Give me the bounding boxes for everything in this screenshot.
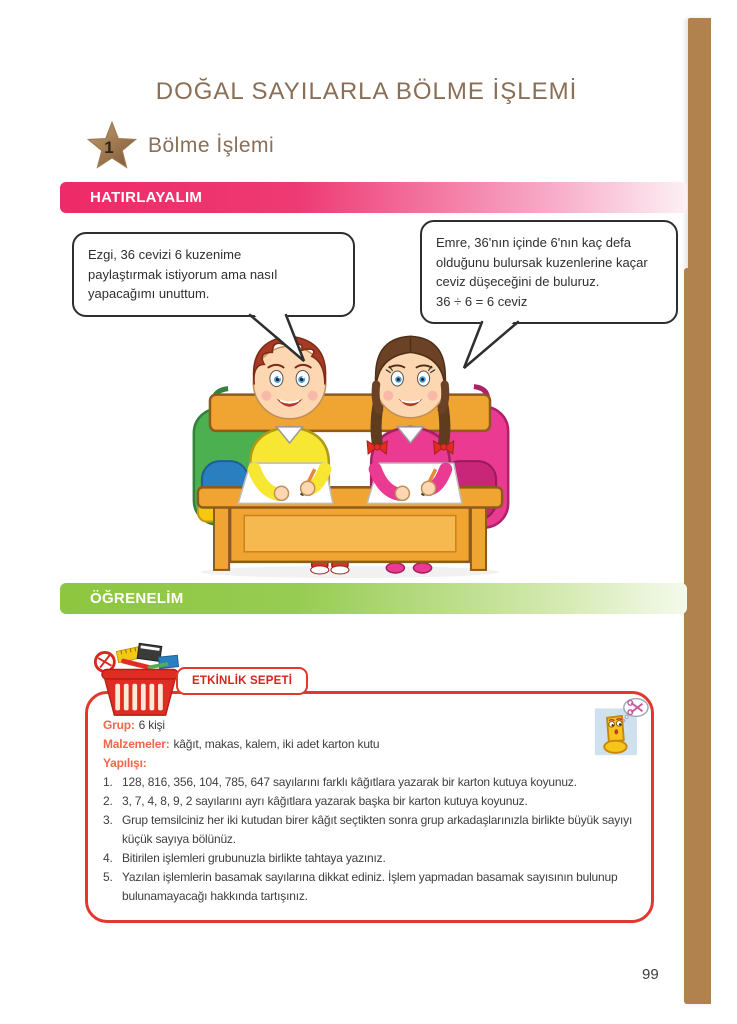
steps-label: Yapılışı: [103,756,147,770]
step-text: Yazılan işlemlerin basamak sayılarına dikkat ediniz. İşlem yapmadan basamak sayısının bulunup bulunamayacağı hakkında tartışınız. [122,870,618,903]
banner-ogrenelim [60,583,687,614]
step-number: 5. [103,870,113,884]
star-icon [86,120,138,172]
activity-step [103,868,643,906]
speech-line: olduğunu bulursak kuzenlerine kaçar [436,254,648,270]
step-text: Bitirilen işlemleri grubunuzla birlikte tahtaya yazınız. [122,851,386,865]
activity-materials [103,735,643,754]
speech-tail-left [242,311,312,365]
page-number: 99 [642,966,659,983]
activity-group [103,716,643,735]
step-number: 4. [103,851,113,865]
step-number: 1. [103,775,113,789]
activity-box [85,691,654,923]
banner-ogrenelim-label: ÖĞRENELİM [90,590,184,607]
step-text: 3, 7, 4, 8, 9, 2 sayılarını ayrı kâğıtlara yazarak başka bir karton kutuya koyunuz. [122,794,528,808]
activity-step [103,792,643,811]
activity-label-text: ETKİNLİK SEPETİ [192,675,293,687]
speech-line: ceviz düşeceğini de buluruz. [436,274,600,289]
page-title: DOĞAL SAYILARLA BÖLME İŞLEMİ [155,78,578,105]
activity-steps-heading [103,754,643,773]
banner-hatirlayalim-label: HATIRLAYALIM [90,189,203,206]
activity-step [103,849,643,868]
speech-bubble-right [420,220,678,324]
activity-label [176,667,308,695]
activity-steps [103,773,643,906]
speech-tail-right [456,318,526,372]
speech-equation: 36 ÷ 6 = 6 ceviz [436,293,528,309]
activity-step [103,773,643,792]
section-title: Bölme İşlemi [148,134,275,157]
speech-line: Ezgi, 36 cevizi 6 kuzenime [88,247,242,262]
step-text: Grup temsilciniz her iki kutudan birer kâğıt seçtikten sonra grup arkadaşlarınızla birlikte büyük sayıyı küçük sayıya bölünüz. [122,813,633,846]
step-number: 2. [103,794,113,808]
girl-head [375,336,446,418]
speech-line: yapacağımı unuttum. [88,286,210,301]
section-number: 1 [104,138,114,157]
group-value: 6 kişi [138,718,165,732]
materials-label: Malzemeler: [103,737,170,751]
section-heading [86,120,274,172]
page-edge-bar-tab [684,268,711,1004]
glue-scissors-icon [593,697,649,761]
step-number: 3. [103,813,113,827]
basket-icon [92,641,188,717]
speech-line: Emre, 36'nın içinde 6'nın kaç defa [436,235,632,250]
step-text: 128, 816, 356, 104, 785, 647 sayılarını farklı kâğıtlara yazarak bir karton kutuya koyunuz. [122,775,577,789]
banner-hatirlayalim [60,182,687,213]
group-label: Grup: [103,718,135,732]
activity-step [103,811,643,849]
materials-value: kâğıt, makas, kalem, iki adet karton kutu [173,737,380,751]
speech-bubble-left [72,232,355,317]
speech-line: paylaştırmak istiyorum ama nasıl [88,266,278,282]
